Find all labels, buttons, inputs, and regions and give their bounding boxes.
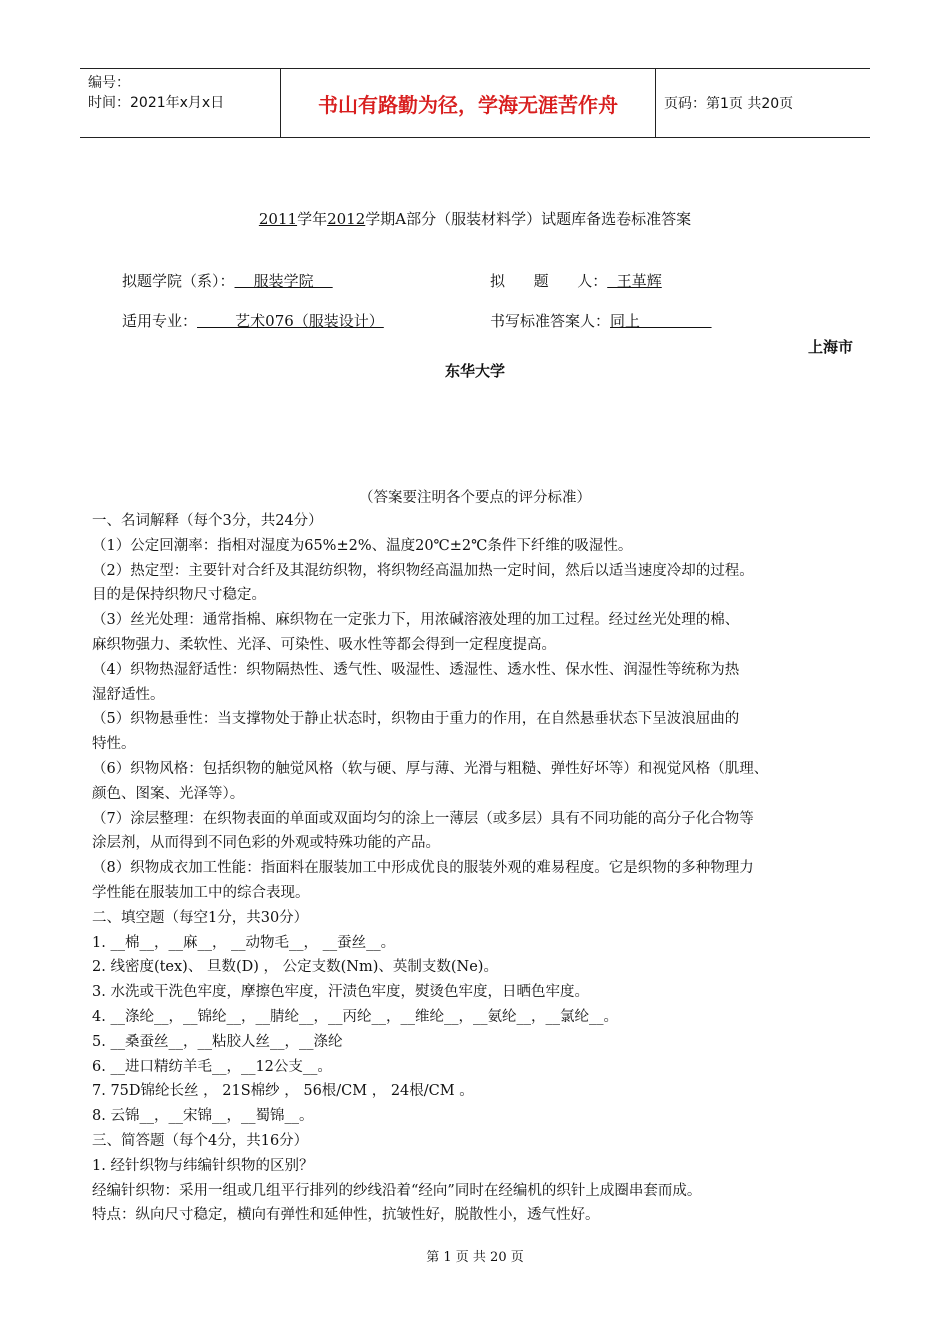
text-line: 4. __涤纶__，__锦纶__，__腈纶__，__丙纶__，__维纶__，__氨纶__，__氯纶__。 — [92, 1008, 618, 1025]
text-line: 湿舒适性。 — [92, 686, 165, 703]
text-line: 经编针织物：采用一组或几组平行排列的纱线沿着“经向”同时在经编机的织针上成圈串套而成。 — [92, 1182, 702, 1199]
text-line: 1. 经针织物与纬编针织物的区别？ — [92, 1157, 314, 1174]
text-line: 6. __进口精纺羊毛__，__12公支__。 — [92, 1058, 332, 1075]
text-line: （4）织物热湿舒适性：织物隔热性、透气性、吸湿性、透湿性、透水性、保水性、润湿性等统称为热 — [92, 661, 740, 678]
text-line: 5. __桑蚕丝__，__粘胶人丝__，__涤纶 — [92, 1033, 343, 1050]
title-mid: 学年 — [297, 210, 328, 228]
text-line: 一、名词解释（每个3分，共24分） — [92, 513, 323, 529]
college-value: 服装学院 — [234, 272, 333, 290]
text-line: （7）涂层整理：在织物表面的单面或双面均匀的涂上一薄层（或多层）具有不同功能的高分子化合物等 — [92, 810, 754, 827]
text-line: （2）热定型：主要针对合纤及其混纺织物，将织物经高温加热一定时间，然后以适当速度冷却的过程。 — [92, 562, 754, 579]
text-line: 8. 云锦__，__宋锦__，__蜀锦__。 — [92, 1108, 314, 1125]
writer-value: 同上 — [610, 312, 712, 330]
title-year-1: 2011 — [258, 210, 298, 228]
writer-row — [490, 310, 712, 331]
major-label: 适用专业： — [122, 312, 198, 330]
text-line: （6）织物风格：包括织物的触觉风格（软与硬、厚与薄、光滑与粗糙、弹性好坏等）和视觉风格（肌理、 — [92, 760, 769, 777]
writer-label: 书写标准答案人： — [490, 312, 611, 330]
text-line: 特点：纵向尺寸稳定，横向有弹性和延伸性，抗皱性好，脱散性小，透气性好。 — [92, 1207, 600, 1224]
number-label: 编号： — [88, 75, 130, 91]
author-label: 拟 题 人： — [490, 272, 608, 290]
title-year-2: 2012 — [327, 210, 366, 228]
header-page-info — [656, 69, 870, 137]
city: 上海市 — [808, 338, 854, 356]
text-line: 颜色、图案、光泽等）。 — [92, 785, 245, 802]
header-motto-cell — [280, 69, 656, 137]
university: 东华大学 — [444, 362, 505, 380]
text-line: （3）丝光处理：通常指棉、麻织物在一定张力下，用浓碱溶液处理的加工过程。经过丝光处理的棉、 — [92, 612, 740, 629]
text-line: 7. 75D锦纶长丝 ， 21S棉纱 ， 56根/CM ， 24根/CM 。 — [92, 1083, 474, 1100]
text-line: 三、简答题（每个4分，共16分） — [92, 1132, 309, 1149]
page-footer: 第 1 页 共 20 页 — [426, 1250, 524, 1265]
author-value: 王革辉 — [607, 272, 662, 290]
text-line: 二、填空题（每空1分，共30分） — [92, 909, 309, 926]
college-row — [122, 270, 333, 291]
text-line: 3. 水洗或干洗色牢度，摩擦色牢度，汗渍色牢度，熨烫色牢度，日晒色牢度。 — [92, 984, 589, 1001]
major-value: 艺术076（服装设计） — [197, 312, 384, 330]
text-line: 目的是保持织物尺寸稳定。 — [92, 587, 266, 604]
time-label: 时间：2021年x月x日 — [88, 95, 225, 111]
text-line: 学性能在服装加工中的综合表现。 — [92, 884, 310, 901]
major-row — [122, 310, 384, 331]
text-line: （5）织物悬垂性：当支撑物处于静止状态时，织物由于重力的作用，在自然悬垂状态下呈波浪屈曲的 — [92, 711, 740, 728]
document-title — [0, 208, 950, 229]
college-label: 拟题学院（系）： — [122, 272, 235, 290]
title-rest: 学期A部分（服装材料学）试题库备选卷标准答案 — [365, 210, 692, 228]
answer-body — [92, 509, 872, 1228]
header-left — [80, 69, 280, 137]
text-line: 麻织物强力、柔软性、光泽、可染性、吸水性等都会得到一定程度提高。 — [92, 636, 556, 653]
text-line: （1）公定回潮率：指相对湿度为65%±2%、温度20℃±2℃条件下纤维的吸湿性。 — [92, 537, 633, 554]
scoring-note: （答案要注明各个要点的评分标准） — [359, 490, 591, 506]
author-row — [490, 270, 662, 291]
page-info: 页码：第1页 共20页 — [664, 96, 794, 112]
text-line: 涂层剂，从而得到不同色彩的外观或特殊功能的产品。 — [92, 835, 440, 852]
text-line: 2. 线密度(tex)、 旦数(D) ， 公定支数(Nm)、英制支数(Ne)。 — [92, 959, 498, 976]
text-line: 1. __棉__，__麻__， __动物毛__， __蚕丝__。 — [92, 934, 396, 951]
motto: 书山有路勤为径，学海无涯苦作舟 — [318, 92, 618, 117]
page-header — [80, 68, 870, 138]
text-line: （8）织物成衣加工性能：指面料在服装加工中形成优良的服装外观的难易程度。它是织物的多种物理力 — [92, 860, 754, 877]
text-line: 特性。 — [92, 736, 136, 753]
